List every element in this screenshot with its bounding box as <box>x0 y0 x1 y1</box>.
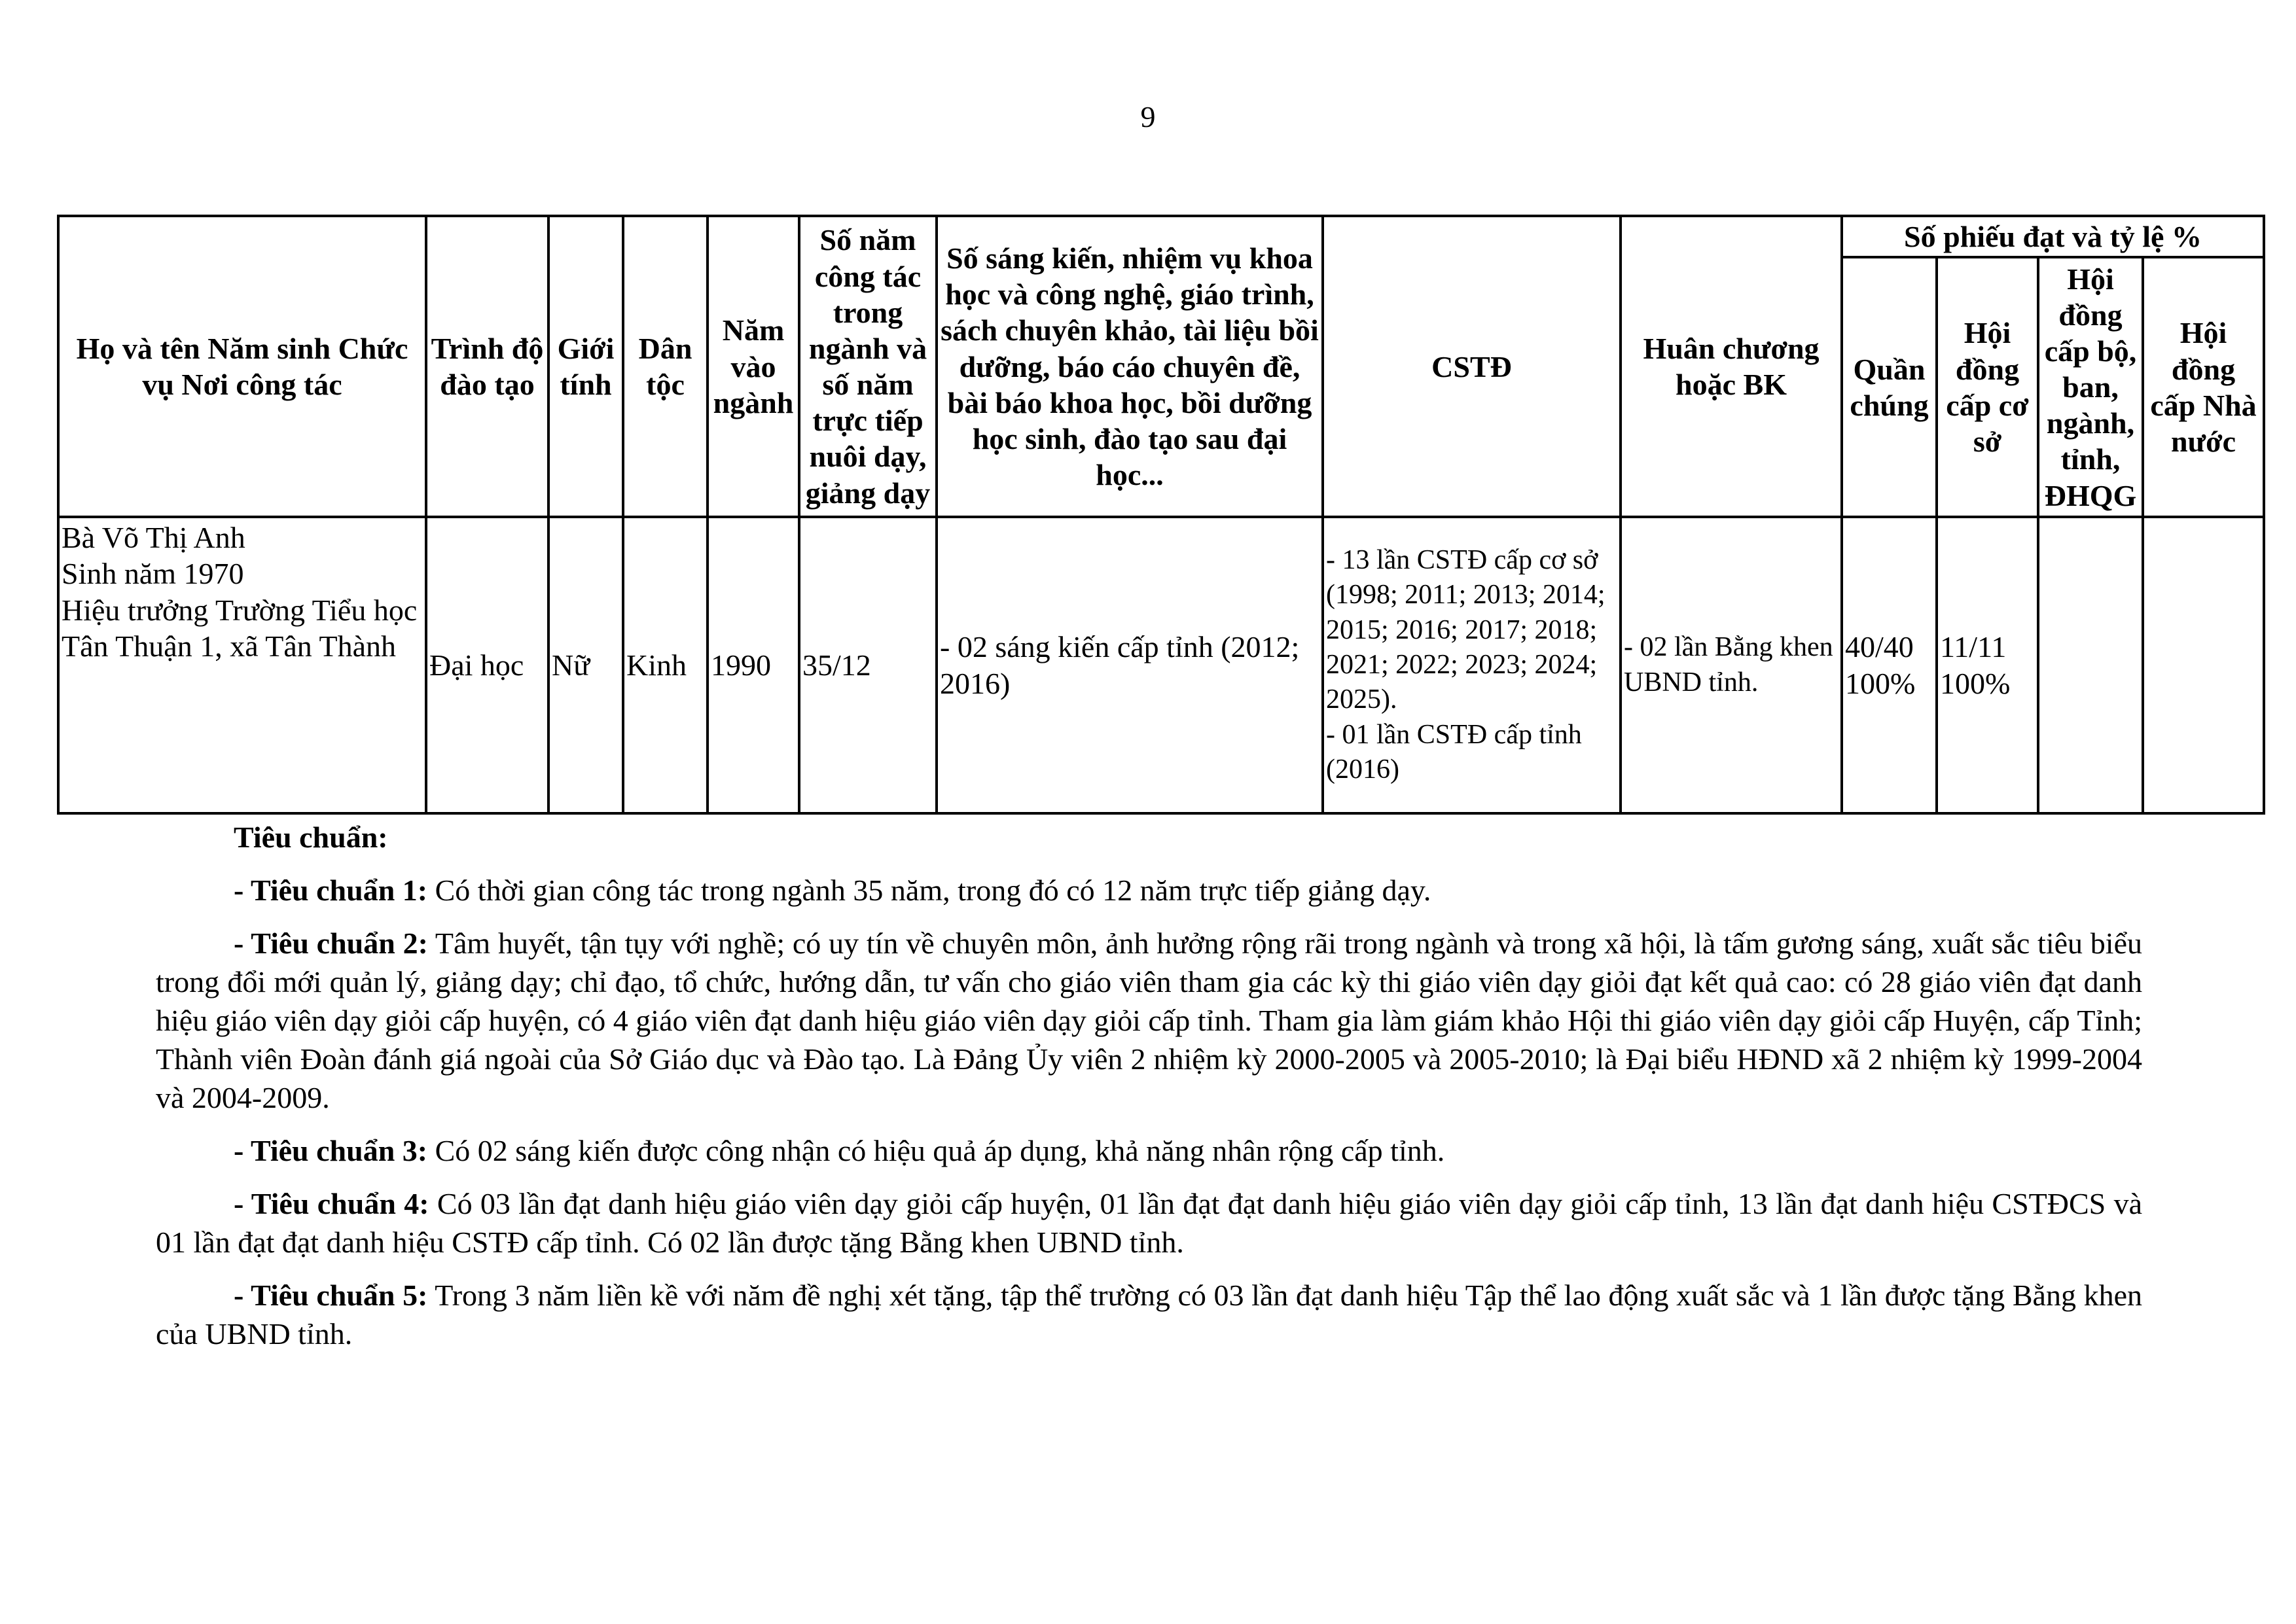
header-ethnicity: Dân tộc <box>623 216 708 517</box>
header-start-year: Năm vào ngành <box>708 216 799 517</box>
cell-cstd <box>1323 517 1621 813</box>
header-initiatives: Số sáng kiến, nhiệm vụ khoa học và công nghệ, giáo trình, sách chuyên khảo, tài liệu bồi dưỡng, báo cáo chuyên đề, bài báo khoa học, bồi dưỡng học sinh, đào tạo sau đại học... <box>937 216 1323 517</box>
criterion-text: Có 03 lần đạt danh hiệu giáo viên dạy giỏi cấp huyện, 01 lần đạt đạt danh hiệu giáo viên dạy giỏi cấp tỉnh, 13 lần đạt danh hiệu CSTĐCS và 01 lần đạt đạt danh hiệu CSTĐ cấp tỉnh. Có 02 lần được tặng Bằng khen UBND tỉnh. <box>156 1187 2142 1259</box>
cell-name <box>58 517 426 813</box>
criterion-2 <box>156 924 2142 1117</box>
criterion-label: - Tiêu chuẩn 2: <box>234 927 428 960</box>
criterion-4 <box>156 1184 2142 1262</box>
cell-initiatives: - 02 sáng kiến cấp tỉnh (2012; 2016) <box>937 517 1323 813</box>
nominee-name: Bà Võ Thị Anh <box>62 521 245 555</box>
header-gender: Giới tính <box>548 216 623 517</box>
votes-base-percent: 100% <box>1940 666 2011 700</box>
criteria-section <box>156 818 2142 1368</box>
criterion-label: - Tiêu chuẩn 1: <box>234 874 428 907</box>
page-number: 9 <box>1140 100 1156 133</box>
header-votes-state: Hội đồng cấp Nhà nước <box>2143 257 2264 517</box>
cell-ethnicity: Kinh <box>623 517 708 813</box>
criterion-label: - Tiêu chuẩn 3: <box>234 1134 428 1167</box>
nomination-table <box>57 215 2265 815</box>
header-medals: Huân chương hoặc BK <box>1621 216 1842 517</box>
cstd-base-level: - 13 lần CSTĐ cấp cơ sở (1998; 2011; 2013; 2014; 2015; 2016; 2017; 2018; 2021; 2022; 2023; 2024; 2025). <box>1326 544 1605 715</box>
cell-medals: - 02 lần Bằng khen UBND tỉnh. <box>1621 517 1842 813</box>
votes-masses-percent: 100% <box>1845 666 1916 700</box>
votes-masses-count: 40/40 <box>1845 630 1914 664</box>
cell-start-year: 1990 <box>708 517 799 813</box>
criterion-1 <box>156 871 2142 909</box>
criterion-text: Trong 3 năm liền kề với năm đề nghị xét tặng, tập thể trường có 03 lần đạt danh hiệu Tập thể lao động xuất sắc và 1 lần được tặng Bằng khen của UBND tỉnh. <box>156 1279 2142 1350</box>
cell-votes-state <box>2143 517 2264 813</box>
criterion-label: - Tiêu chuẩn 5: <box>234 1279 428 1312</box>
criterion-text: Có thời gian công tác trong ngành 35 năm, trong đó có 12 năm trực tiếp giảng dạy. <box>427 874 1431 907</box>
criterion-5 <box>156 1276 2142 1353</box>
cell-votes-masses <box>1842 517 1937 813</box>
header-votes-base: Hội đồng cấp cơ sở <box>1937 257 2038 517</box>
nominee-birth-year: Sinh năm 1970 <box>62 557 244 591</box>
cell-votes-ministry <box>2038 517 2143 813</box>
header-years: Số năm công tác trong ngành và số năm trực tiếp nuôi dạy, giảng dạy <box>799 216 937 517</box>
cell-education: Đại học <box>426 517 548 813</box>
header-votes-ministry: Hội đồng cấp bộ, ban, ngành, tỉnh, ĐHQG <box>2038 257 2143 517</box>
header-votes-group: Số phiếu đạt và tỷ lệ % <box>1842 216 2264 257</box>
cell-gender: Nữ <box>548 517 623 813</box>
criterion-3 <box>156 1131 2142 1170</box>
criterion-text: Có 02 sáng kiến được công nhận có hiệu quả áp dụng, khả năng nhân rộng cấp tỉnh. <box>427 1134 1445 1167</box>
header-votes-masses: Quần chúng <box>1842 257 1937 517</box>
criterion-label: - Tiêu chuẩn 4: <box>234 1187 429 1220</box>
header-name: Họ và tên Năm sinh Chức vụ Nơi công tác <box>58 216 426 517</box>
header-cstd: CSTĐ <box>1323 216 1621 517</box>
criteria-heading: Tiêu chuẩn: <box>234 821 388 854</box>
criterion-text: Tâm huyết, tận tụy với nghề; có uy tín về chuyên môn, ảnh hưởng rộng rãi trong ngành và trong xã hội, là tấm gương sáng, xuất sắc tiêu biểu trong đổi mới quản lý, giảng dạy; chỉ đạo, tổ chức, hướng dẫn, tư vấn cho giáo viên tham gia các kỳ thi giáo viên dạy giỏi đạt kết quả cao: có 28 giáo viên đạt danh hiệu giáo viên dạy giỏi cấp huyện, có 4 giáo viên đạt danh hiệu giáo viên dạy giỏi cấp tỉnh. Tham gia làm giám khảo Hội thi giáo viên dạy giỏi cấp Huyện, cấp Tỉnh; Thành viên Đoàn đánh giá ngoài của Sở Giáo dục và Đào tạo. Là Đảng Ủy viên 2 nhiệm kỳ 2000-2005 và 2005-2010; là Đại biểu HĐND xã 2 nhiệm kỳ 1999-2004 và 2004-2009. <box>156 927 2142 1114</box>
nominee-position: Hiệu trưởng Trường Tiểu học Tân Thuận 1, xã Tân Thành <box>62 593 418 663</box>
cell-years: 35/12 <box>799 517 937 813</box>
cell-votes-base <box>1937 517 2038 813</box>
header-education: Trình độ đào tạo <box>426 216 548 517</box>
votes-base-count: 11/11 <box>1940 630 2007 664</box>
table-row <box>58 517 2264 813</box>
cstd-province-level: - 01 lần CSTĐ cấp tỉnh (2016) <box>1326 719 1582 785</box>
